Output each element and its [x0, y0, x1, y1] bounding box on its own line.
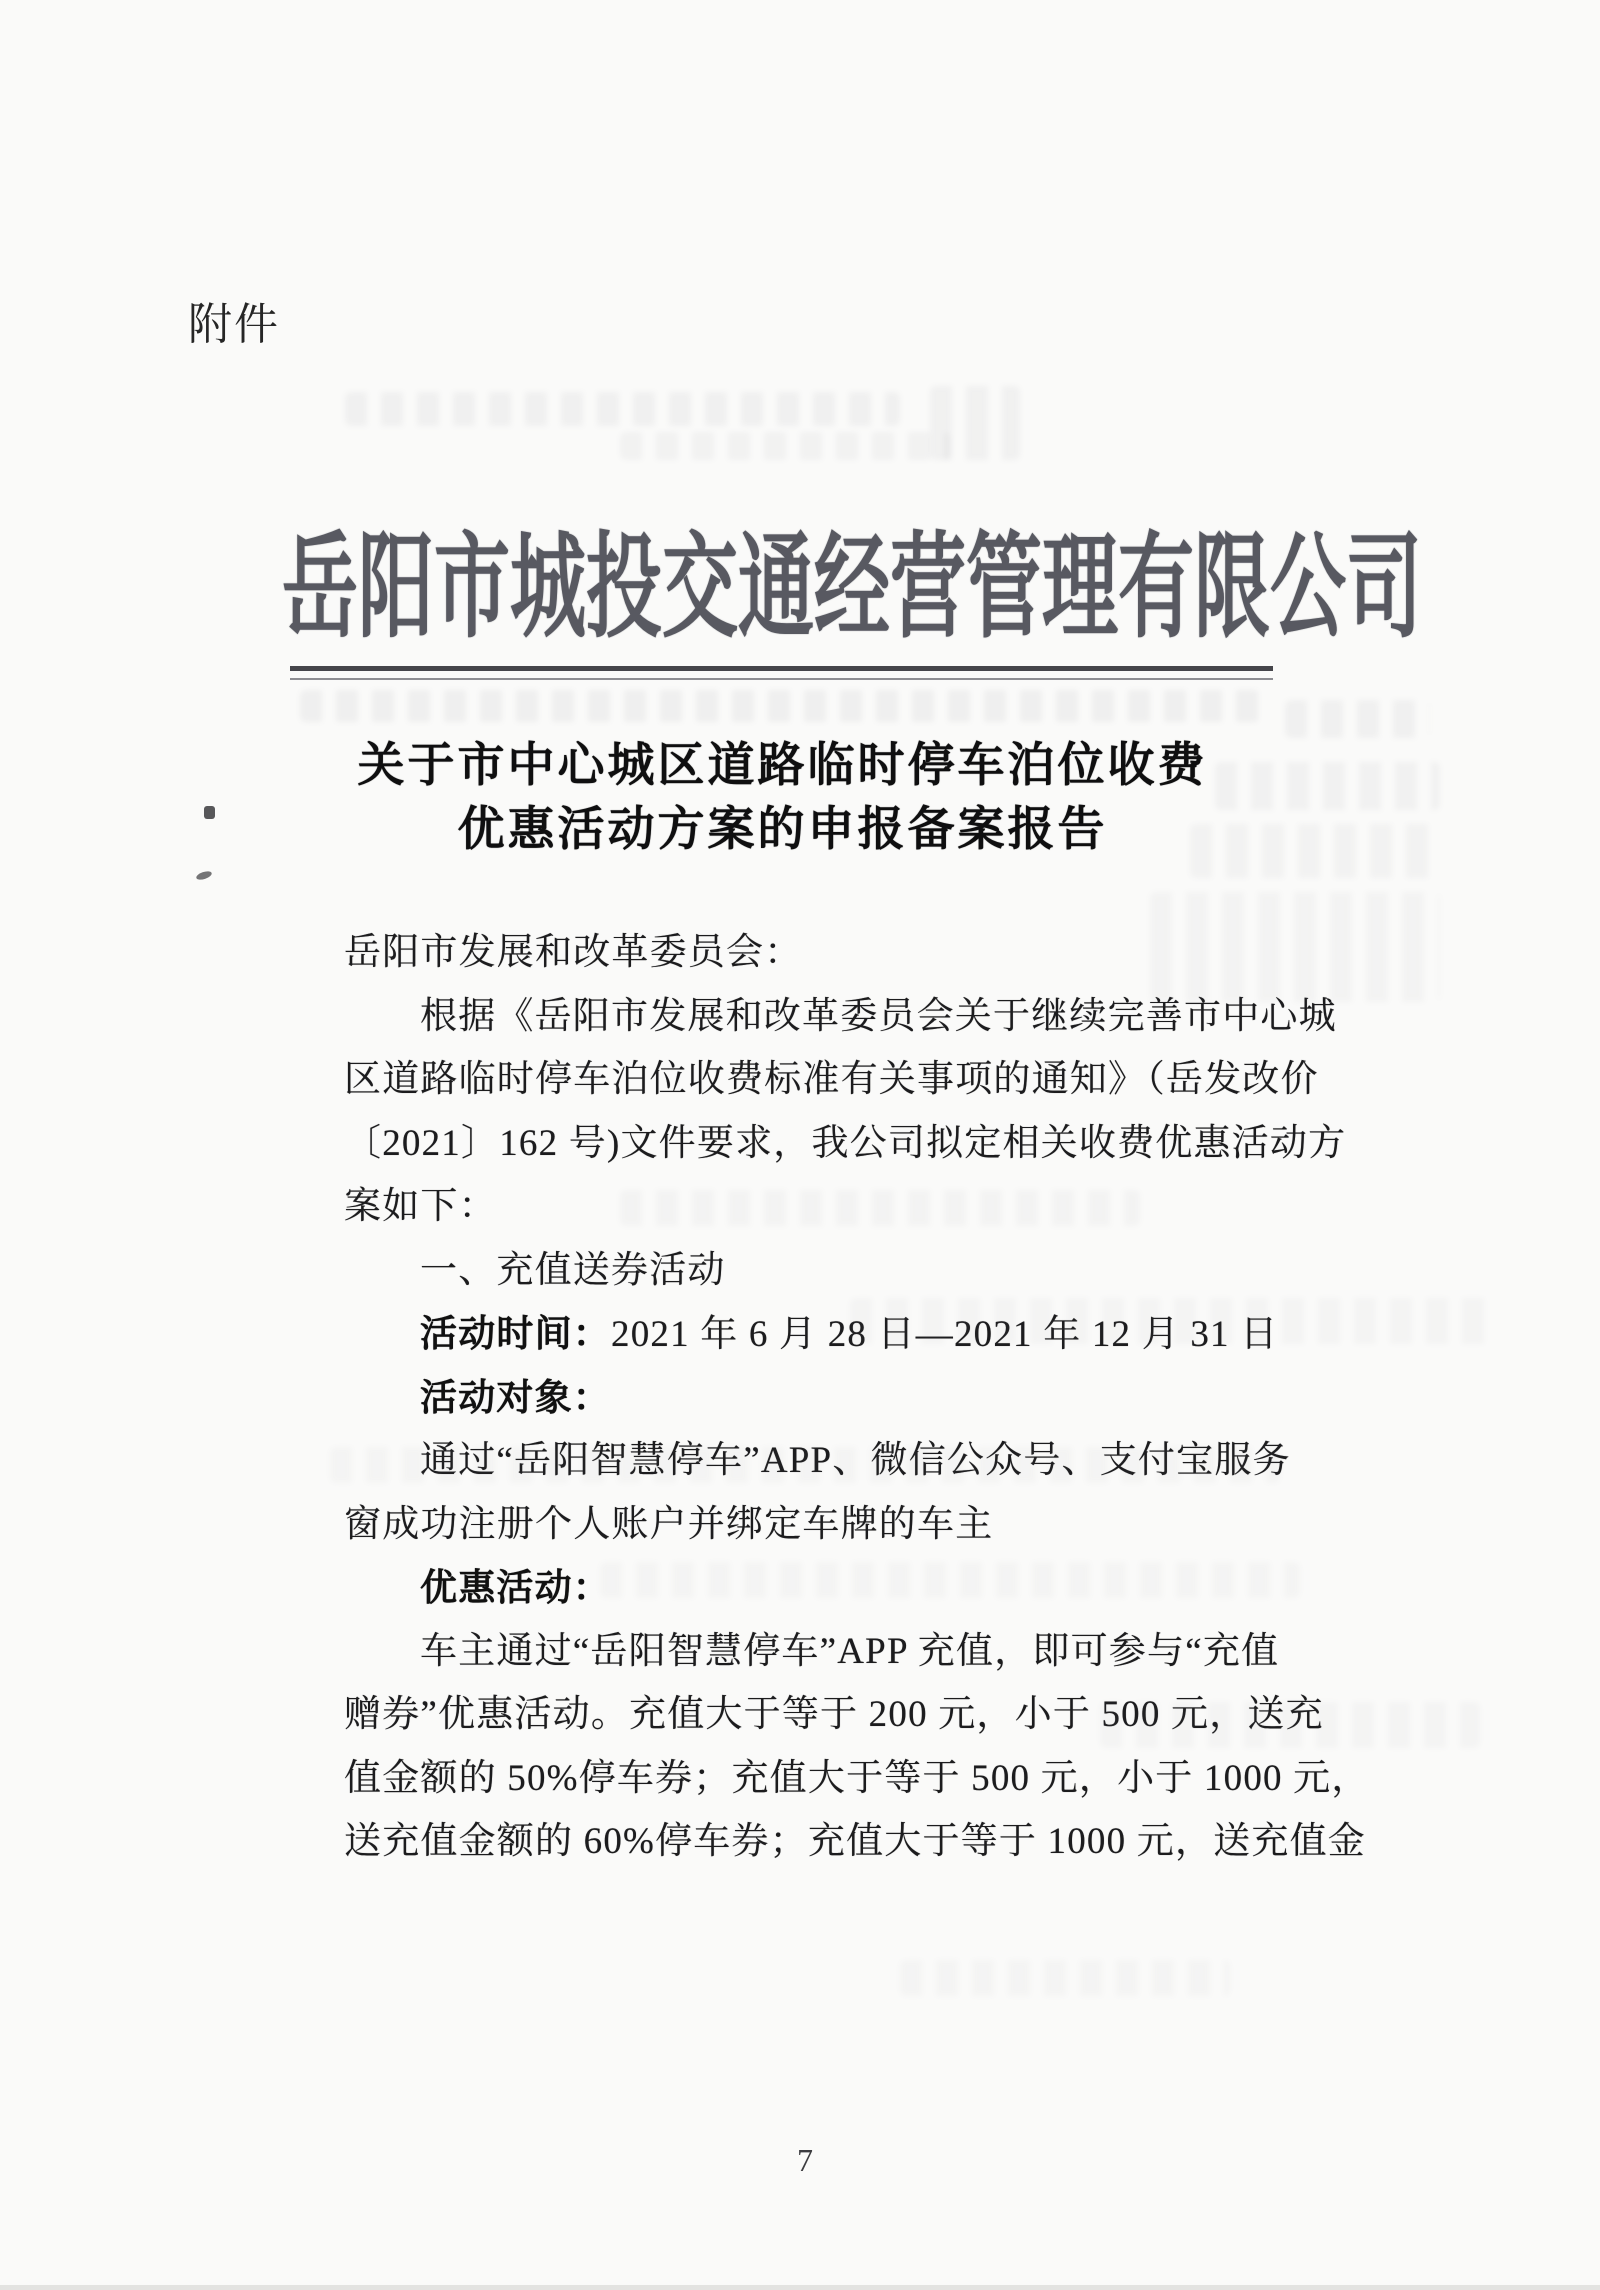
body-line [344, 1366, 1294, 1430]
ink-speck [204, 806, 215, 819]
bleedthrough-smudge [1285, 700, 1430, 738]
body-line: 通过“岳阳智慧停车”APP、微信公众号、支付宝服务 [420, 1440, 1291, 1481]
body-line: 案如下： [344, 1186, 497, 1227]
body-line: 〔2021〕162 号)文件要求，我公司拟定相关收费优惠活动方 [344, 1122, 1347, 1164]
letterhead-character: 城 [510, 526, 586, 652]
body-line: 赠券”优惠活动。充值大于等于 200 元，小于 500 元，送充 [344, 1694, 1324, 1735]
letterhead-character: 通 [738, 526, 814, 652]
letterhead-character: 经 [814, 526, 890, 652]
body-line: 值金额的 50%停车券；充值大于等于 500 元，小于 1000 元， [344, 1757, 1370, 1799]
bleedthrough-smudge [300, 690, 1260, 722]
body-line-bold-label: 活动时间： [420, 1313, 611, 1354]
page-number: 7 [797, 2142, 813, 2178]
body-line: 活动时间：2021 年 6 月 28 日—2021 年 12 月 31 日 [420, 1313, 1279, 1355]
letterhead-character: 营 [890, 526, 966, 652]
letterhead-character: 限 [1194, 526, 1270, 652]
letterhead-company-name [282, 496, 1422, 660]
attachment-label: 附件 [188, 300, 280, 349]
body-line: 岳阳市发展和改革委员会： [344, 932, 803, 973]
letterhead-rule-thick [290, 666, 1273, 671]
letterhead-character: 司 [1346, 526, 1422, 652]
body-line: 车主通过“岳阳智慧停车”APP 充值，即可参与“充值 [420, 1630, 1280, 1672]
letterhead-character: 公 [1270, 526, 1346, 652]
body-line-bold-label: 活动对象： [420, 1376, 611, 1418]
letterhead-character: 理 [1042, 526, 1118, 652]
document-title-line1: 关于市中心城区道路临时停车泊位收费 [357, 738, 1208, 791]
letterhead-character: 市 [434, 526, 510, 652]
letterhead-character: 有 [1118, 526, 1194, 652]
document-title-line2: 优惠活动方案的申报备案报告 [457, 802, 1108, 855]
page-bottom-edge [0, 2285, 1600, 2290]
body-line-bold-label: 优惠活动： [420, 1567, 611, 1608]
body-line: 区道路临时停车泊位收费标准有关事项的通知》（岳发改价 [344, 1059, 1319, 1100]
bleedthrough-smudge [620, 432, 950, 460]
bleedthrough-smudge [345, 392, 900, 426]
letterhead-character: 阳 [358, 526, 434, 652]
body-line: 一、充值送券活动 [420, 1249, 726, 1291]
letterhead-character: 交 [662, 526, 738, 652]
bleedthrough-smudge [900, 1960, 1230, 1996]
body-line [344, 1556, 1294, 1620]
bleedthrough-smudge [930, 386, 1020, 460]
body-line: 窗成功注册个人账户并绑定车牌的车主 [344, 1503, 994, 1545]
ink-speck [195, 870, 212, 882]
letterhead-rule-thin [290, 678, 1273, 680]
letterhead-character: 投 [586, 526, 662, 652]
body-lines [344, 921, 1370, 1874]
document-title [290, 733, 1275, 861]
letterhead-character: 管 [966, 526, 1042, 652]
letterhead-character: 岳 [282, 526, 358, 652]
body-line: 根据《岳阳市发展和改革委员会关于继续完善市中心城 [420, 995, 1337, 1037]
body-line: 送充值金额的 60%停车券；充值大于等于 1000 元，送充值金 [344, 1821, 1366, 1862]
